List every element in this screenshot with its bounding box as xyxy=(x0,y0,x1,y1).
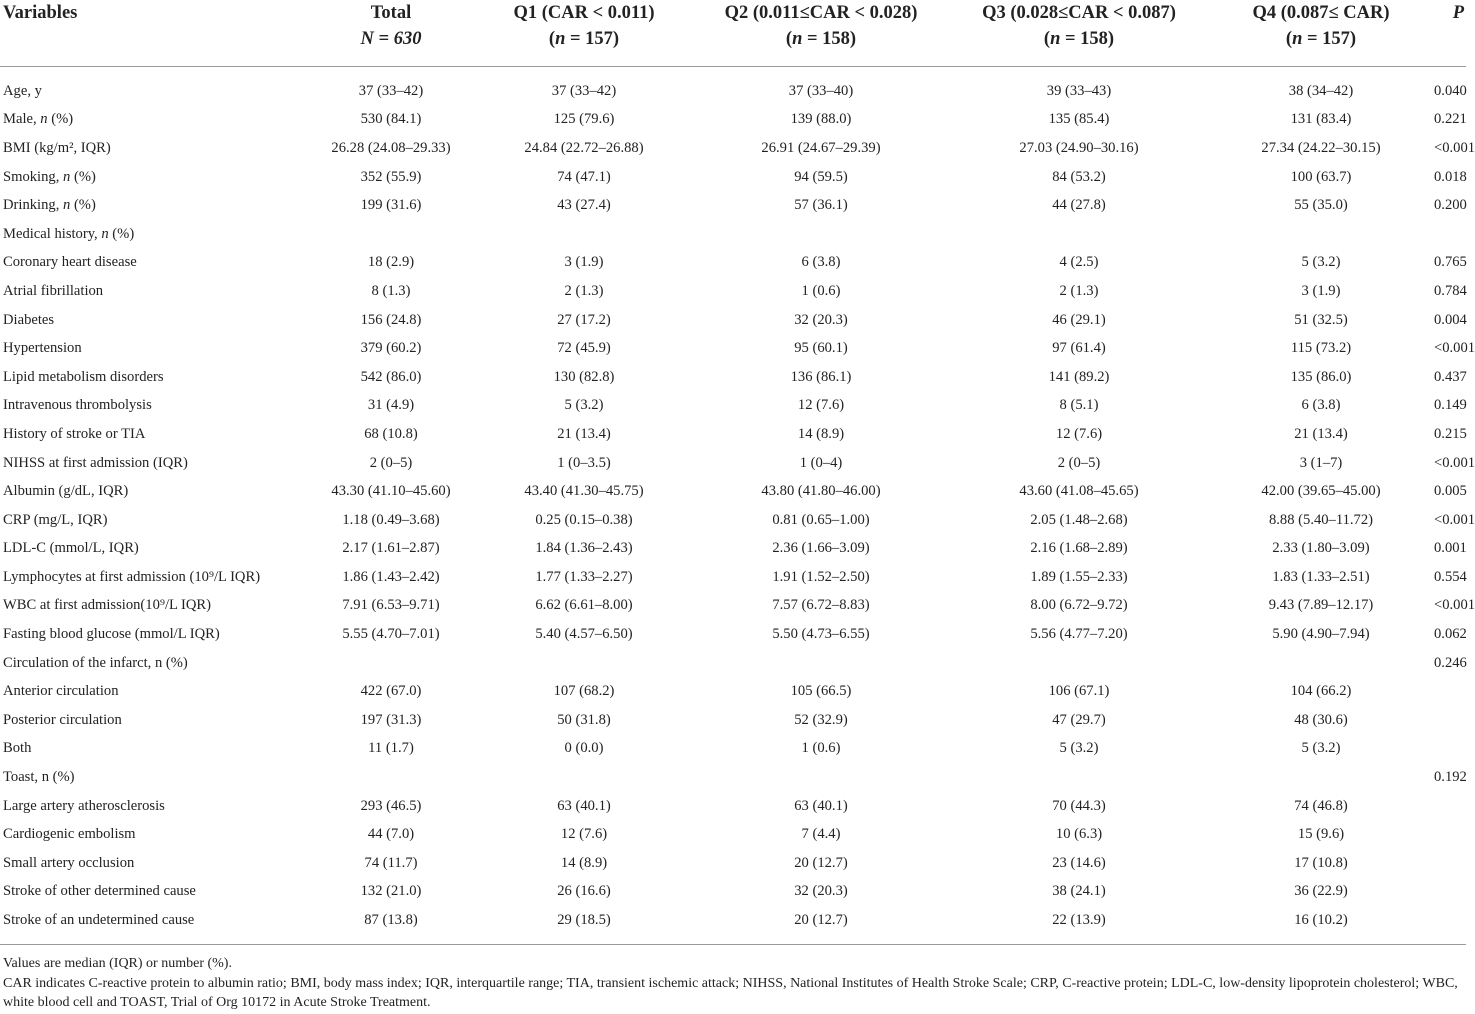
cell-variable: Intravenous thrombolysis xyxy=(3,397,152,414)
cell-q3: 44 (27.8) xyxy=(1052,197,1106,214)
cell-q3: 10 (6.3) xyxy=(1055,826,1103,843)
cell-q3: 1.89 (1.55–2.33) xyxy=(1030,568,1128,585)
cell-p-value xyxy=(1434,849,1466,878)
table-row xyxy=(0,649,1466,678)
cell-variable: LDL-C (mmol/L, IQR) xyxy=(3,540,139,557)
cell-q2: 57 (36.1) xyxy=(794,197,848,214)
cell-q2: 52 (32.9) xyxy=(794,711,848,728)
cell-p-value xyxy=(1434,792,1466,821)
cell-q1: 37 (33–42) xyxy=(551,82,617,99)
cell-q1: 26 (16.6) xyxy=(557,883,611,900)
table-footnotes xyxy=(3,954,1465,1013)
cell-q3 xyxy=(950,649,1208,678)
cell-q4: 104 (66.2) xyxy=(1290,683,1352,700)
cell-total: 156 (24.8) xyxy=(360,311,422,328)
cell-q3: 23 (14.6) xyxy=(1052,854,1106,871)
cell-q1: 74 (47.1) xyxy=(557,168,611,185)
cell-variable: Circulation of the infarct, n (%) xyxy=(3,654,188,671)
cell-q3: 39 (33–43) xyxy=(1046,82,1112,99)
cell-total: 542 (86.0) xyxy=(360,368,422,385)
cell-q3: 5 (3.2) xyxy=(1059,740,1099,757)
cell-q2: 94 (59.5) xyxy=(794,168,848,185)
cell-p-value: 0.784 xyxy=(1434,282,1467,299)
cell-total: 293 (46.5) xyxy=(360,797,422,814)
header-q3-n: (n = 158) xyxy=(1043,29,1115,49)
cell-q4: 15 (9.6) xyxy=(1297,826,1345,843)
cell-q3: 2 (0–5) xyxy=(1057,454,1101,471)
header-total-label: Total xyxy=(370,3,412,23)
cell-q2: 2.36 (1.66–3.09) xyxy=(772,540,870,557)
cell-q2: 12 (7.6) xyxy=(797,397,845,414)
table-row xyxy=(0,106,1466,135)
cell-q2 xyxy=(692,763,950,792)
cell-p-value xyxy=(1434,878,1466,907)
cell-total xyxy=(306,220,476,249)
table-row xyxy=(0,363,1466,392)
cell-q3: 97 (61.4) xyxy=(1052,340,1106,357)
table-row xyxy=(0,592,1466,621)
header-p-value: P xyxy=(1434,0,1466,67)
cell-variable: Drinking, n (%) xyxy=(3,197,96,214)
cell-variable: WBC at first admission(10⁹/L IQR) xyxy=(3,597,212,614)
cell-p-value: 0.005 xyxy=(1434,483,1467,500)
cell-q2: 26.91 (24.67–29.39) xyxy=(761,139,881,156)
cell-q1: 5.40 (4.57–6.50) xyxy=(535,626,633,643)
cell-p-value: 0.221 xyxy=(1434,111,1467,128)
cell-variable: Large artery atherosclerosis xyxy=(3,797,165,814)
header-total-n: N = 630 xyxy=(360,29,422,49)
cell-q4: 8.88 (5.40–11.72) xyxy=(1268,511,1374,528)
cell-variable: BMI (kg/m², IQR) xyxy=(3,139,111,156)
cell-q4 xyxy=(1208,763,1434,792)
cell-total: 1.86 (1.43–2.42) xyxy=(342,568,440,585)
cell-p-value: 0.200 xyxy=(1434,197,1467,214)
table-row xyxy=(0,620,1466,649)
header-q2-label: Q2 (0.011≤CAR < 0.028) xyxy=(724,3,918,23)
cell-q1: 0.25 (0.15–0.38) xyxy=(535,511,633,528)
cell-variable: Atrial fibrillation xyxy=(3,282,104,299)
cell-q2: 5.50 (4.73–6.55) xyxy=(772,626,870,643)
cell-q2: 0.81 (0.65–1.00) xyxy=(772,511,870,528)
table-row xyxy=(0,706,1466,735)
header-q1-label: Q1 (CAR < 0.011) xyxy=(513,3,655,23)
cell-q1: 1 (0–3.5) xyxy=(557,454,611,471)
cell-q3: 43.60 (41.08–45.65) xyxy=(1019,483,1139,500)
table-row xyxy=(0,506,1466,535)
cell-p-value: 0.004 xyxy=(1434,311,1467,328)
cell-total: 74 (11.7) xyxy=(364,854,418,871)
cell-total: 132 (21.0) xyxy=(360,883,422,900)
cell-variable: Stroke of an undetermined cause xyxy=(0,906,306,944)
cell-total: 31 (4.9) xyxy=(367,397,415,414)
cell-variable: Fasting blood glucose (mmol/L IQR) xyxy=(3,626,220,643)
cell-q4 xyxy=(1208,649,1434,678)
cell-q1: 24.84 (22.72–26.88) xyxy=(524,139,644,156)
cell-q3: 22 (13.9) xyxy=(950,906,1208,944)
cell-q3: 47 (29.7) xyxy=(1052,711,1106,728)
cell-variable: Lymphocytes at first admission (10⁹/L IQR) xyxy=(3,568,261,585)
cell-q2: 32 (20.3) xyxy=(794,311,848,328)
cell-q4: 48 (30.6) xyxy=(1294,711,1348,728)
cell-p-value: <0.001 xyxy=(1434,597,1475,614)
cell-p-value: <0.001 xyxy=(1434,454,1475,471)
cell-q4: 100 (63.7) xyxy=(1290,168,1352,185)
cell-total: 197 (31.3) xyxy=(360,711,422,728)
table-row xyxy=(0,906,1466,944)
cell-q1: 2 (1.3) xyxy=(564,282,604,299)
cell-q2: 20 (12.7) xyxy=(794,854,848,871)
cell-q3: 2.05 (1.48–2.68) xyxy=(1030,511,1128,528)
cell-p-value: 0.765 xyxy=(1434,254,1467,271)
cell-variable: Albumin (g/dL, IQR) xyxy=(3,483,129,500)
cell-q4: 3 (1–7) xyxy=(1299,454,1343,471)
cell-q1: 14 (8.9) xyxy=(560,854,608,871)
footnote-abbreviations: CAR indicates C-reactive protein to albumin ratio; BMI, body mass index; IQR, interquartile range; TIA, transient ischemic attack; NIHSS, National Institutes of Health Stroke Scale; CRP, C-reactive protein; LDL-C, low-density lipoprotein cholesterol; WBC, white blood cell and TOAST, Trial of Org 10172 in Acute Stroke Treatment. xyxy=(3,975,1458,1010)
cell-q1 xyxy=(476,649,692,678)
cell-variable: Coronary heart disease xyxy=(3,254,137,271)
cell-q2: 1 (0.6) xyxy=(801,740,841,757)
cell-p-value: 0.018 xyxy=(1434,168,1467,185)
cell-p-value: 0.001 xyxy=(1434,540,1467,557)
cell-q2 xyxy=(692,220,950,249)
cell-q1: 29 (18.5) xyxy=(476,906,692,944)
cell-q4: 38 (34–42) xyxy=(1288,82,1354,99)
cell-q4: 74 (46.8) xyxy=(1294,797,1348,814)
table-row xyxy=(0,677,1466,706)
table-row xyxy=(0,763,1466,792)
cell-variable: Smoking, n (%) xyxy=(3,168,96,185)
cell-q2: 1.91 (1.52–2.50) xyxy=(772,568,870,585)
cell-q4: 115 (73.2) xyxy=(1290,340,1352,357)
table-row xyxy=(0,134,1466,163)
header-q1-n: (n = 157) xyxy=(548,29,620,49)
header-q4-label: Q4 (0.087≤ CAR) xyxy=(1252,3,1390,23)
cell-q1: 0 (0.0) xyxy=(564,740,604,757)
cell-variable: Both xyxy=(3,740,32,757)
cell-q1: 43 (27.4) xyxy=(557,197,611,214)
cell-q2: 1 (0–4) xyxy=(799,454,843,471)
cell-q2: 32 (20.3) xyxy=(794,883,848,900)
header-total xyxy=(306,0,476,67)
cell-q2 xyxy=(692,649,950,678)
cell-p-value: 0.062 xyxy=(1434,626,1467,643)
cell-q3: 8.00 (6.72–9.72) xyxy=(1030,597,1128,614)
cell-q1 xyxy=(476,763,692,792)
table-row xyxy=(0,163,1466,192)
cell-q4: 131 (83.4) xyxy=(1290,111,1352,128)
cell-q2: 43.80 (41.80–46.00) xyxy=(761,483,881,500)
cell-variable: Male, n (%) xyxy=(3,111,74,128)
cell-q2: 95 (60.1) xyxy=(794,340,848,357)
header-q2-n: (n = 158) xyxy=(785,29,857,49)
header-q2 xyxy=(692,0,950,67)
cell-q1: 5 (3.2) xyxy=(564,397,604,414)
cell-p-value xyxy=(1434,220,1466,249)
cell-variable: CRP (mg/L, IQR) xyxy=(3,511,108,528)
cell-q4: 36 (22.9) xyxy=(1294,883,1348,900)
cell-p-value xyxy=(1434,735,1466,764)
cell-variable: Medical history, n (%) xyxy=(3,225,135,242)
cell-total: 422 (67.0) xyxy=(360,683,422,700)
table-row xyxy=(0,449,1466,478)
cell-p-value xyxy=(1434,706,1466,735)
cell-total: 68 (10.8) xyxy=(364,425,418,442)
cell-q4: 55 (35.0) xyxy=(1294,197,1348,214)
cell-q2: 14 (8.9) xyxy=(797,425,845,442)
cell-p-value: 0.192 xyxy=(1434,769,1467,786)
table-body xyxy=(0,67,1475,945)
cell-q4: 17 (10.8) xyxy=(1294,854,1348,871)
cell-p-value: <0.001 xyxy=(1434,340,1475,357)
cell-q3: 8 (5.1) xyxy=(1059,397,1099,414)
cell-q4: 21 (13.4) xyxy=(1294,425,1348,442)
cell-p-value: 0.149 xyxy=(1434,397,1467,414)
header-q4-n: (n = 157) xyxy=(1285,29,1357,49)
cell-p-value xyxy=(1434,820,1466,849)
cell-q4: 1.83 (1.33–2.51) xyxy=(1272,568,1370,585)
cell-q2: 105 (66.5) xyxy=(790,683,852,700)
cell-variable: History of stroke or TIA xyxy=(3,425,146,442)
cell-q2: 6 (3.8) xyxy=(801,254,841,271)
cell-q4: 135 (86.0) xyxy=(1290,368,1352,385)
header-q3-label: Q3 (0.028≤CAR < 0.087) xyxy=(982,3,1176,23)
table-row xyxy=(0,420,1466,449)
cell-variable: Anterior circulation xyxy=(3,683,119,700)
cell-total: 352 (55.9) xyxy=(360,168,422,185)
table-row xyxy=(0,849,1466,878)
cell-q3: 46 (29.1) xyxy=(1052,311,1106,328)
cell-q3: 141 (89.2) xyxy=(1048,368,1110,385)
cell-q3: 5.56 (4.77–7.20) xyxy=(1030,626,1128,643)
cell-total: 5.55 (4.70–7.01) xyxy=(342,626,440,643)
cell-total xyxy=(306,763,476,792)
cell-total: 2 (0–5) xyxy=(369,454,413,471)
table-row xyxy=(0,477,1466,506)
cell-q4: 16 (10.2) xyxy=(1208,906,1434,944)
cell-q4: 2.33 (1.80–3.09) xyxy=(1272,540,1370,557)
table-header-row xyxy=(0,0,1466,67)
table-row xyxy=(0,535,1466,564)
header-variables: Variables xyxy=(0,0,306,67)
cell-q1: 27 (17.2) xyxy=(557,311,611,328)
cell-p-value: 0.437 xyxy=(1434,368,1467,385)
table-row xyxy=(0,735,1466,764)
cell-q2: 37 (33–40) xyxy=(788,82,854,99)
table-row xyxy=(0,878,1466,907)
cell-q1: 125 (79.6) xyxy=(553,111,615,128)
cell-q1: 21 (13.4) xyxy=(557,425,611,442)
cell-q1: 1.77 (1.33–2.27) xyxy=(535,568,633,585)
cell-q3: 2 (1.3) xyxy=(1059,282,1099,299)
cell-q4: 6 (3.8) xyxy=(1301,397,1341,414)
cell-total: 18 (2.9) xyxy=(367,254,415,271)
table-row xyxy=(0,334,1466,363)
cell-total: 43.30 (41.10–45.60) xyxy=(331,483,451,500)
cell-variable: Stroke of other determined cause xyxy=(3,883,196,900)
cell-q2: 20 (12.7) xyxy=(692,906,950,944)
cell-p-value: 0.554 xyxy=(1434,568,1467,585)
cell-q1: 3 (1.9) xyxy=(564,254,604,271)
table-row xyxy=(0,820,1466,849)
cell-q1: 50 (31.8) xyxy=(557,711,611,728)
cell-q3: 2.16 (1.68–2.89) xyxy=(1030,540,1128,557)
cell-q4: 3 (1.9) xyxy=(1301,282,1341,299)
cell-total: 530 (84.1) xyxy=(360,111,422,128)
cell-q4: 42.00 (39.65–45.00) xyxy=(1261,483,1381,500)
table-row xyxy=(0,249,1466,278)
cell-q2: 7.57 (6.72–8.83) xyxy=(772,597,870,614)
cell-q2: 136 (86.1) xyxy=(790,368,852,385)
cell-q3: 27.03 (24.90–30.16) xyxy=(1019,139,1139,156)
table-row xyxy=(0,277,1466,306)
cell-q4: 27.34 (24.22–30.15) xyxy=(1261,139,1381,156)
footnote-values: Values are median (IQR) or number (%). xyxy=(3,956,232,971)
cell-q3: 12 (7.6) xyxy=(1055,425,1103,442)
cell-q3: 84 (53.2) xyxy=(1052,168,1106,185)
cell-p-value xyxy=(1434,677,1466,706)
table-row xyxy=(0,792,1466,821)
header-q4 xyxy=(1208,0,1434,67)
cell-total: 87 (13.8) xyxy=(306,906,476,944)
cell-total: 1.18 (0.49–3.68) xyxy=(342,511,440,528)
cell-variable: Lipid metabolism disorders xyxy=(3,368,164,385)
cell-variable: Toast, n (%) xyxy=(3,769,75,786)
cell-q2: 1 (0.6) xyxy=(801,282,841,299)
cell-p-value: 0.246 xyxy=(1434,654,1467,671)
cell-p-value xyxy=(1434,906,1466,944)
cell-total: 11 (1.7) xyxy=(368,740,414,757)
cell-p-value: <0.001 xyxy=(1434,139,1475,156)
table-row xyxy=(0,67,1466,106)
cell-q2: 7 (4.4) xyxy=(801,826,841,843)
cell-q1: 107 (68.2) xyxy=(553,683,615,700)
cell-total xyxy=(306,649,476,678)
cell-q3: 135 (85.4) xyxy=(1048,111,1110,128)
header-q3 xyxy=(950,0,1208,67)
cell-total: 8 (1.3) xyxy=(371,282,411,299)
cell-variable: Cardiogenic embolism xyxy=(3,826,136,843)
cell-q3 xyxy=(950,763,1208,792)
cell-p-value: 0.040 xyxy=(1434,82,1467,99)
cell-q1: 12 (7.6) xyxy=(560,826,608,843)
table-row xyxy=(0,392,1466,421)
cell-q1: 130 (82.8) xyxy=(553,368,615,385)
cell-variable: NIHSS at first admission (IQR) xyxy=(3,454,188,471)
cell-q1: 1.84 (1.36–2.43) xyxy=(535,540,633,557)
cell-q3: 38 (24.1) xyxy=(1052,883,1106,900)
table-row xyxy=(0,220,1466,249)
cell-q3 xyxy=(950,220,1208,249)
cell-p-value: 0.215 xyxy=(1434,425,1467,442)
cell-q4: 5 (3.2) xyxy=(1301,740,1341,757)
cell-total: 37 (33–42) xyxy=(358,82,424,99)
cell-variable: Diabetes xyxy=(3,311,55,328)
cell-q2: 63 (40.1) xyxy=(794,797,848,814)
cell-q3: 70 (44.3) xyxy=(1052,797,1106,814)
cell-q4 xyxy=(1208,220,1434,249)
cell-variable: Age, y xyxy=(3,82,42,99)
cell-total: 199 (31.6) xyxy=(360,197,422,214)
cell-q1: 63 (40.1) xyxy=(557,797,611,814)
cell-q4: 5 (3.2) xyxy=(1301,254,1341,271)
cell-q4: 9.43 (7.89–12.17) xyxy=(1268,597,1374,614)
cell-q4: 5.90 (4.90–7.94) xyxy=(1272,626,1370,643)
cell-q1: 72 (45.9) xyxy=(557,340,611,357)
cell-q1: 43.40 (41.30–45.75) xyxy=(524,483,644,500)
cell-q4: 51 (32.5) xyxy=(1294,311,1348,328)
cell-p-value: <0.001 xyxy=(1434,511,1475,528)
cell-total: 26.28 (24.08–29.33) xyxy=(331,139,451,156)
cell-q2: 139 (88.0) xyxy=(790,111,852,128)
cell-q3: 106 (67.1) xyxy=(1048,683,1110,700)
table-row xyxy=(0,306,1466,335)
cell-total: 2.17 (1.61–2.87) xyxy=(342,540,440,557)
cell-total: 7.91 (6.53–9.71) xyxy=(342,597,440,614)
cell-q1: 6.62 (6.61–8.00) xyxy=(535,597,633,614)
cell-q1 xyxy=(476,220,692,249)
cell-variable: Hypertension xyxy=(3,340,82,357)
cell-total: 44 (7.0) xyxy=(367,826,415,843)
cell-variable: Small artery occlusion xyxy=(3,854,135,871)
table-row xyxy=(0,191,1466,220)
header-q1 xyxy=(476,0,692,67)
cell-variable: Posterior circulation xyxy=(3,711,122,728)
cell-q3: 4 (2.5) xyxy=(1059,254,1099,271)
table-row xyxy=(0,563,1466,592)
cell-total: 379 (60.2) xyxy=(360,340,422,357)
